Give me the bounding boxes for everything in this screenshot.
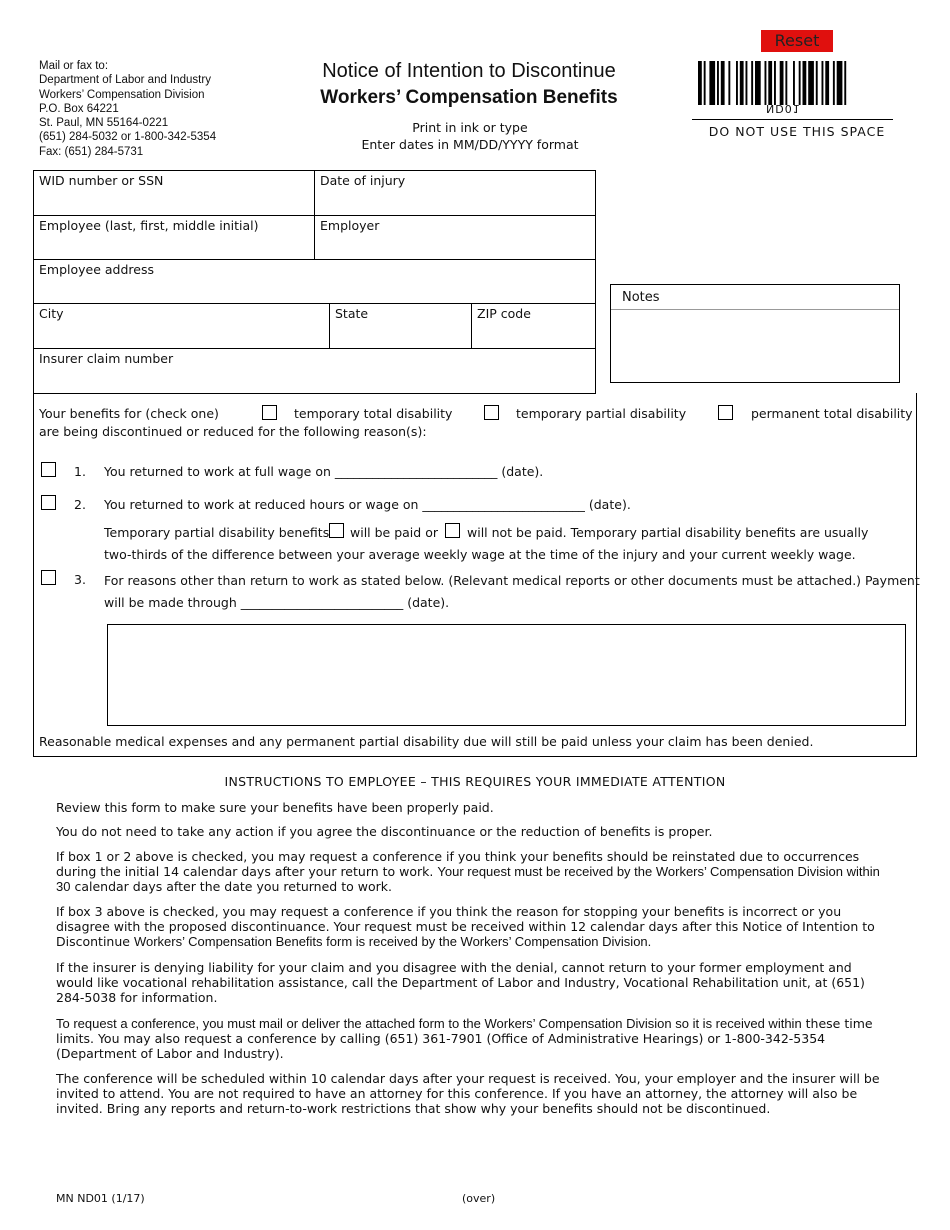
city-field[interactable] (33, 303, 330, 349)
form-id: MN ND01 (1/17) (56, 1192, 145, 1205)
instruction-p3-text: If box 1 or 2 above is checked, you may request a conference if you think your benefits should be reinstated due to occurrences during the initial 14 calendar days after your return to work. (56, 849, 860, 880)
employee-label: Employee (last, first, middle initial) (39, 218, 259, 233)
instruction-p4 (56, 904, 886, 950)
address-field[interactable] (33, 259, 596, 304)
reason2-checkbox[interactable] (41, 495, 56, 510)
instruction-p3 (56, 849, 886, 895)
mailing-line: Department of Labor and Industry (39, 74, 211, 87)
mailing-line: P.O. Box 64221 (39, 102, 119, 115)
mailing-line: St. Paul, MN 55164-0221 (39, 117, 169, 130)
instruction-p7: The conference will be scheduled within 10 calendar days after your request is received. You, your employer and the insurer will be invited to attend. You are not required to have an attorney for this conference. If you have an attorney, the attorney will also be invited. Bring any reports and return-to-work restrictions that show why your benefits should not be discontinued. (56, 1071, 880, 1117)
benefits-intro: Your benefits for (check one) (39, 406, 219, 421)
mailing-line: Workers’ Compensation Division (39, 88, 205, 101)
form-subtitle: Workers’ Compensation Benefits (320, 87, 618, 108)
tpd-label: temporary partial disability (516, 406, 687, 421)
instruction-p6-request: To request a conference, you must mail or deliver the attached form to the Workers’ Compensation Division so it is received within (56, 1016, 802, 1031)
claim-number-label: Insurer claim number (39, 351, 174, 366)
instruction-p6-text: these time limits. You may also request a conference by calling (651) 361-7901 (Office of Administrative Hearings) or 1-800-342-5354 (Department of Labor and Industry). (56, 1016, 873, 1062)
will-not-be-paid-label: will not be paid. Temporary partial disability benefits are usually (467, 525, 869, 540)
zip-label: ZIP code (477, 306, 531, 321)
instructions-heading: INSTRUCTIONS TO EMPLOYEE – THIS REQUIRES YOUR IMMEDIATE ATTENTION (224, 774, 726, 789)
date-format-note: Enter dates in MM/DD/YYYY format (361, 137, 579, 152)
will-not-be-paid-checkbox[interactable] (445, 523, 460, 538)
instruction-p5: If the insurer is denying liability for your claim and you disagree with the denial, cannot return to your former employment and would like vocational rehabilitation assistance, call the Department of Labor and Industry, Vocational Rehabilitation unit, at (651) 284-5038 for information. (56, 960, 865, 1006)
city-label: City (39, 306, 64, 321)
mailing-line: Mail or fax to: (39, 60, 109, 72)
ttd-label: temporary total disability (294, 406, 453, 421)
reason2-number: 2. (74, 497, 86, 512)
date-of-injury-field[interactable] (314, 170, 596, 216)
reason3-explanation-box[interactable] (107, 624, 906, 726)
barcode-text: ND01 (766, 102, 801, 115)
employee-field[interactable] (33, 215, 315, 260)
reason2-text: You returned to work at reduced hours or wage on __________________________ (date). (104, 497, 631, 512)
address-label: Employee address (39, 262, 154, 277)
notes-box[interactable] (610, 284, 900, 383)
employer-label: Employer (320, 218, 380, 233)
ptd-checkbox[interactable] (718, 405, 733, 420)
print-note: Print in ink or type (412, 120, 528, 135)
over-note: (over) (462, 1192, 496, 1205)
reset-button[interactable]: Reset (761, 30, 833, 52)
instruction-p4-text: If box 3 above is checked, you may request a conference if you think the reason for stopping your benefits is incorrect or you disagree with the proposed discontinuance. Your request must be received within 12 calendar days after this Notice of Intention to Discontinue (56, 904, 875, 950)
wid-label: WID number or SSN (39, 173, 164, 188)
reason3-checkbox[interactable] (41, 570, 56, 585)
ptd-label: permanent total disability (751, 406, 913, 421)
do-not-use-label: DO NOT USE THIS SPACE (708, 124, 886, 139)
divider (33, 393, 596, 394)
instruction-p4-form: Workers’ Compensation Benefits form is received by the Workers’ Compensation Division. (133, 934, 652, 950)
wid-field[interactable] (33, 170, 315, 216)
divider (611, 309, 899, 310)
ttd-checkbox[interactable] (262, 405, 277, 420)
reason3-line2: will be made through __________________________ (date). (104, 595, 450, 610)
tpd-checkbox[interactable] (484, 405, 499, 420)
will-be-paid-label: will be paid or (350, 525, 438, 540)
reason3-number: 3. (74, 572, 86, 587)
barcode (698, 61, 888, 105)
reasons-intro: are being discontinued or reduced for the following reason(s): (39, 424, 427, 439)
instruction-p6 (56, 1016, 886, 1062)
form-title: Notice of Intention to Discontinue (322, 60, 616, 82)
divider (692, 119, 893, 120)
will-be-paid-checkbox[interactable] (329, 523, 344, 538)
mailing-line: (651) 284-5032 or 1-800-342-5354 (39, 131, 217, 144)
instruction-p1: Review this form to make sure your benefits have been properly paid. (56, 800, 494, 815)
state-label: State (335, 306, 369, 321)
notes-label: Notes (622, 290, 660, 305)
employer-field[interactable] (314, 215, 596, 260)
reason3-line1: For reasons other than return to work as stated below. (Relevant medical reports or other documents must be attached.) Payment (104, 573, 920, 588)
medical-note: Reasonable medical expenses and any permanent partial disability due will still be paid unless your claim has been denied. (39, 734, 814, 749)
tpd-explanation: two-thirds of the difference between your average weekly wage at the time of the injury and your current weekly wage. (104, 547, 856, 562)
mailing-line: Fax: (651) 284-5731 (39, 145, 144, 158)
state-field[interactable] (329, 303, 472, 349)
claim-number-field[interactable] (33, 348, 596, 394)
reason1-number: 1. (74, 464, 86, 479)
instruction-p3-deadline: Your request must be received by the Workers’ Compensation Division within 30 (56, 864, 880, 895)
zip-field[interactable] (471, 303, 596, 349)
instruction-p3-end: calendar days after the date you returned to work. (74, 879, 392, 895)
mailing-address (39, 59, 216, 159)
reason1-checkbox[interactable] (41, 462, 56, 477)
reason1-text: You returned to work at full wage on __________________________ (date). (104, 464, 544, 479)
tpd-benefits-prefix: Temporary partial disability benefits (104, 525, 330, 540)
instruction-p2: You do not need to take any action if you agree the discontinuance or the reduction of benefits is proper. (56, 824, 713, 839)
date-of-injury-label: Date of injury (320, 173, 406, 188)
